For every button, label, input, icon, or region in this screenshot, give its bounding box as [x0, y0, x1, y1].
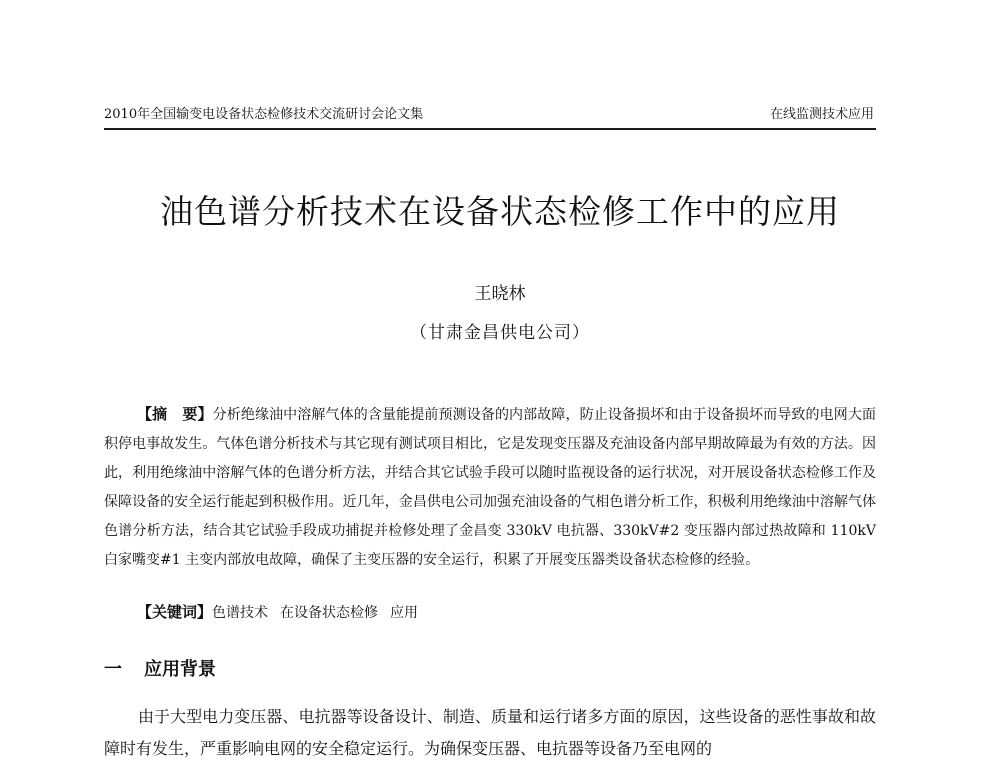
body-paragraph: 由于大型电力变压器、电抗器等设备设计、制造、质量和运行诸多方面的原因，这些设备的恶性事故和故障时有发生，严重影响电网的安全稳定运行。为确保变压器、电抗器等设备乃至电网的 [104, 707, 876, 758]
keyword-item: 色谱技术 [212, 605, 269, 621]
keywords [137, 597, 877, 628]
author-name: 王晓林 [474, 284, 526, 304]
abstract-label: 【摘 要】 [137, 405, 213, 423]
keywords-label: 【关键词】 [137, 603, 213, 621]
abstract-text: 分析绝缘油中溶解气体的含量能提前预测设备的内部故障，防止设备损坏和由于设备损坏而导致的电网大面积停电事故发生。气体色谱分析技术与其它现有测试项目相比，它是发现变压器及充油设备内部早期故障最为有效的方法。因此，利用绝缘油中溶解气体的色谱分析方法，并结合其它试验手段可以随时监视设备的运行状况，对开展设备状态检修工作及保障设备的安全运行能起到积极作用。近几年，金昌供电公司加强充油设备的气相色谱分析工作，积极利用绝缘油中溶解气体色谱分析方法，结合其它试验手段成功捕捉并检修处理了金昌变 330kV 电抗器、330kV#2 变压器内部过热故障和 110kV 白家嘴变#1 主变内部放电故障，确保了主变压器的安全运行，积累了开展变压器类设备状态检修的经验。 [104, 407, 876, 569]
author-affiliation: （甘肃金昌供电公司） [410, 323, 590, 343]
keyword-item: 应用 [390, 605, 419, 621]
section-title: 应用背景 [144, 659, 216, 680]
abstract [104, 400, 876, 576]
header-proceedings-title: 2010年全国输变电设备状态检修技术交流研讨会论文集 [104, 107, 424, 122]
paper-title: 油色谱分析技术在设备状态检修工作中的应用 [160, 192, 840, 231]
section-heading [104, 656, 216, 684]
section-number: 一 [104, 659, 122, 680]
keyword-item: 在设备状态检修 [280, 605, 379, 621]
header-section-name: 在线监测技术应用 [769, 107, 874, 122]
running-header [104, 104, 876, 130]
